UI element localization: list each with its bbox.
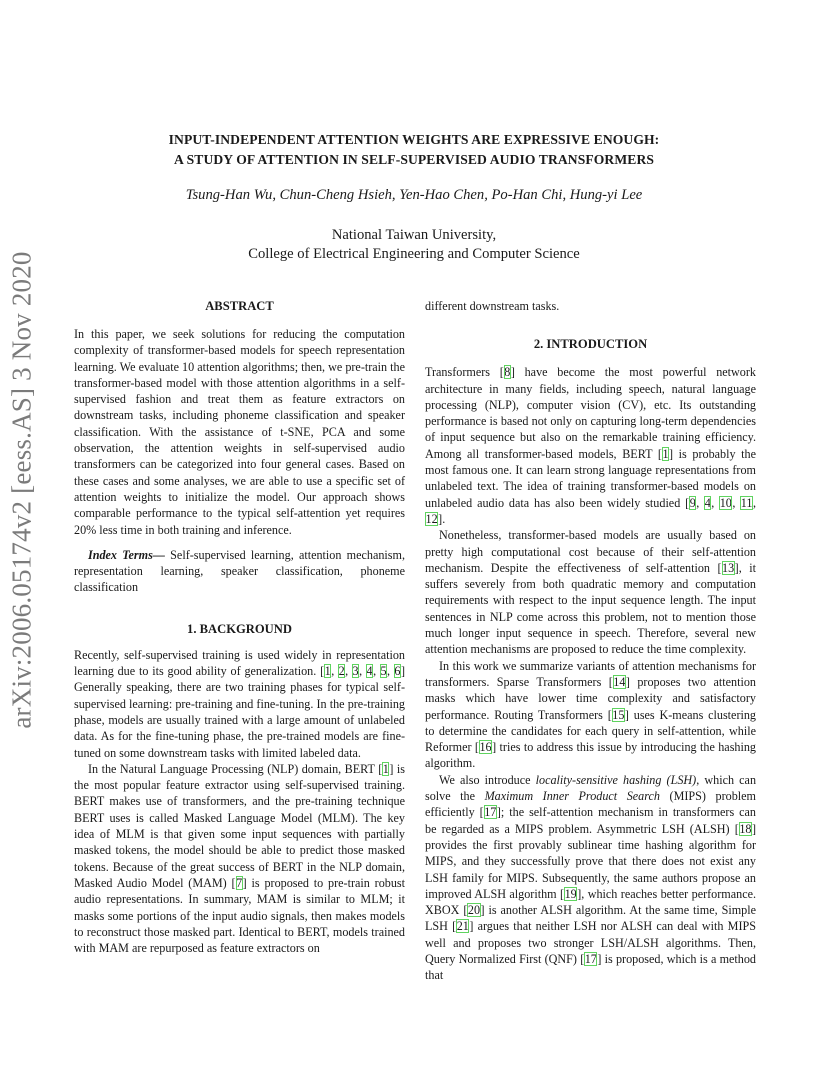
affiliation-line-1: National Taiwan University,	[331, 227, 497, 243]
citation-link[interactable]: 3	[352, 664, 359, 679]
index-terms-label: Index Terms—	[88, 547, 165, 562]
citation-link[interactable]: 10	[719, 495, 732, 510]
citation-link[interactable]: 9	[689, 495, 696, 510]
citation-link[interactable]: 5	[380, 664, 387, 679]
citation-link[interactable]: 1	[662, 446, 669, 461]
introduction-heading: 2. INTRODUCTION	[533, 337, 648, 352]
affiliation-line-2: College of Electrical Engineering and Computer Science	[248, 246, 580, 262]
citation-link[interactable]: 7	[236, 875, 243, 890]
citation-link[interactable]: 19	[564, 886, 577, 901]
citation-link[interactable]: 18	[739, 821, 752, 836]
text-span: is proposed, which is a method that	[425, 951, 756, 983]
intro-paragraph-1: Transformers [8] have become the most powerful network architecture in many fields, including speech, natural language processing (NLP), computer vision (CV), etc. Its outstanding performance is based not only on capturing long-term dependencies of input sequence but also on the remarkable training efficiency. Among all transformer-based models, BERT [1] is probably the most famous one. It can learn strong language representations from unlabeled text. The idea of training transformer-based models on unlabeled audio data has also been widely studied [9, 4, 10, 11, 12].	[425, 365, 757, 526]
citation-link[interactable]: 8	[504, 365, 511, 380]
text-span: In the Natural Language Processing (NLP) domain, BERT	[88, 761, 379, 776]
text-span: .	[442, 511, 446, 526]
abstract-heading: ABSTRACT	[205, 299, 274, 313]
citation-link[interactable]: 17	[584, 951, 597, 966]
author-list: Tsung-Han Wu, Chun-Cheng Hsieh, Yen-Hao Chen, Po-Han Chi, Hung-yi Lee	[185, 187, 643, 203]
citation-link[interactable]: 15	[612, 707, 625, 722]
text-span: provides the first provably sublinear time hashing algorithm for MIPS, and they successfully prove that there does not exist any LSH family for MIPS. Subsequently, the same authors propose an improved ALSH algorithm	[425, 837, 756, 901]
text-span: proposes two attention masks which have lower time complexity and satisfactory performance. Routing Transformers	[425, 674, 756, 722]
text-span: (MIPS) problem efficiently	[425, 789, 756, 820]
emphasis-lsh: locality-sensitive hashing (LSH)	[535, 772, 697, 787]
background-paragraph-2: In the Natural Language Processing (NLP) domain, BERT [1] is the most popular feature extractor using self-supervised training. BERT makes use of transformers, and the pre-training technique BERT uses is called Masked Language Model (MLM). The key idea of MLM is that given some input sequences with partially masked tokens, the model should be able to predict those masked tokens. Because of the great success of BERT in the NLP domain, Masked Audio Model (MAM) [7] is proposed to pre-train robust audio representations. In summary, MAM is similar to MLM; it masks some portions of the input audio signals, then makes models to reconstruct those masked part. Identical to BERT, models trained with MAM are repurposed as feature extractors on	[74, 761, 406, 956]
index-terms-list: Self-supervised learning, attention mechanism, representation learning, speaker classification, phoneme classification	[74, 547, 405, 595]
paper-title	[0, 130, 828, 170]
citation-link[interactable]: 16	[479, 740, 492, 755]
title-line-1: INPUT-INDEPENDENT ATTENTION WEIGHTS ARE EXPRESSIVE ENOUGH:	[168, 132, 660, 147]
citation-link[interactable]: 2	[338, 664, 345, 679]
citation-link[interactable]: 1	[382, 761, 389, 776]
text-span: , it suffers severely from both quadratic memory and computation requirements with respect to the input sequence length. The input sentences in NLP come across this problem, not to mention those much longer input sequence in speech. Therefore, several new attention mechanisms are proposed to reduce the time complexity.	[425, 560, 756, 657]
left-column	[74, 298, 405, 956]
text-span: is proposed to pre-train robust audio representations. In summary, MAM is similar to MLM; it masks some portions of the input audio signals, then makes models to reconstruct those masked part. Identical to BERT, models trained with MAM are repurposed as feature extractors on	[74, 875, 406, 956]
citation-link[interactable]: 6	[394, 664, 401, 679]
citation-group: [1, 2, 3, 4, 5, 6]	[320, 664, 406, 679]
text-span: We also introduce	[439, 772, 536, 787]
citation-link[interactable]: 1	[324, 664, 331, 679]
text-span: tries to address this issue by introducing the hashing algorithm.	[425, 740, 756, 771]
intro-paragraph-4: We also introduce locality-sensitive hashing (LSH), which can solve the Maximum Inner Product Search (MIPS) problem efficiently [17]; the self-attention mechanism in transformers can be regarded as a MIPS problem. Asymmetric LSH (ALSH) [18] provides the first provably sublinear time hashing algorithm for MIPS, and they successfully prove that there does not exist any LSH family for MIPS. Subsequently, the same authors propose an improved ALSH algorithm [19], which reaches better performance. XBOX [20] is another ALSH algorithm. At the same time, Simple LSH [21] argues that neither LSH nor ALSH can deal with MIPS well and proposes two stronger LSH/ALSH algorithms. Then, Query Normalized First (QNF) [17] is proposed, which is a method that	[425, 772, 757, 983]
text-span: argues that neither LSH nor ALSH can deal with MIPS well and proposes two stronger LSH/ALSH algorithms. Then, Query Normalized First (QNF)	[425, 919, 756, 966]
citation-link[interactable]: 17	[484, 805, 497, 820]
text-span: uses K-means clustering to determine the candidates for each query in self-attention, while Reformer	[425, 707, 756, 755]
text-span: Transformers	[425, 365, 500, 380]
right-column	[425, 298, 756, 984]
citation-link[interactable]: 4	[366, 664, 373, 679]
intro-paragraph-2: Nonetheless, transformer-based models are usually based on pretty high computational cost because of their self-attention mechanism. Despite the effectiveness of self-attention [13], it suffers severely from both quadratic memory and computation requirements with respect to the input sequence length. The input sentences in NLP come across this problem, not to mention those much longer input sequence in speech. Therefore, several new attention mechanisms are proposed to reduce the time complexity.	[425, 528, 756, 657]
intro-paragraph-3: In this work we summarize variants of attention mechanisms for transformers. Sparse Transformers [14] proposes two attention masks which have lower time complexity and satisfactory performance. Routing Transformers [15] uses K-means clustering to determine the candidates for each query in self-attention, while Reformer [16] tries to address this issue by introducing the hashing algorithm.	[425, 658, 756, 771]
abstract-text: In this paper, we seek solutions for reducing the computation complexity of transformer-based models for speech representation learning. We evaluate 10 attention algorithms; then, we pre-train the transformer-based model with those attention algorithms in a self-supervised fashion and treat them as feature extractors on downstream tasks, including phoneme classification and speaker classification. With the assistance of t-SNE, PCA and some observation, the attention weights in self-supervised audio transformers can be categorized into four general cases. Based on these cases and some analyses, we are able to use a specific set of attention weights to initialize the model. Our approach shows comparable performance to the typical self-attention yet requires 20% less time in both training and inference.	[74, 327, 405, 537]
emphasis-mips: Maximum Inner Product Search	[484, 789, 660, 804]
text-span: Generally speaking, there are two training phases for typical self-supervised learning: pre-training and fine-tuning. In the pre-training phase, models are usually trained with a large amount of unlabeled data. As for the fine-tuning phase, the pre-trained models are fine-tuned on some downstream tasks with limited labeled data.	[74, 680, 405, 760]
text-span: , which reaches better performance. XBOX	[425, 886, 757, 918]
text-span: Recently, self-supervised training is used widely in representation learning due to its good ability of generalization.	[74, 647, 405, 679]
text-span: In this work we summarize variants of attention mechanisms for transformers. Sparse Transformers	[425, 658, 756, 689]
arxiv-identifier: arXiv:2006.05174v2 [eess.AS] 3 Nov 2020	[6, 251, 37, 729]
index-terms	[74, 547, 405, 596]
text-span: Nonetheless, transformer-based models are usually based on pretty high computational cost because of their self-attention mechanism. Despite the effectiveness of self-attention	[425, 528, 756, 575]
text-span: is the most popular feature extractor using self-supervised training. BERT makes use of transformers, and the pre-training technique BERT uses is called Masked Language Model (MLM). The key idea of MLM is that given some input sequences with partially masked tokens, the model should be able to predict those masked tokens. Because of the great success of BERT in the NLP domain, Masked Audio Model (MAM)	[74, 761, 405, 890]
background-paragraph-1	[74, 647, 405, 761]
citation-link[interactable]: 14	[613, 674, 626, 689]
citation-link[interactable]: 11	[740, 495, 753, 510]
text-span: is probably the most famous one. It can learn strong language representations from unlabeled text. The idea of training transformer-based models on unlabeled audio data has also been widely studied	[425, 446, 756, 510]
text-span: ; the self-attention mechanism in transformers can be regarded as a MIPS problem. Asymmetric LSH (ALSH)	[425, 805, 757, 836]
citation-link[interactable]: 21	[456, 919, 469, 934]
arxiv-sidebar-stamp	[2, 251, 42, 729]
citation-link[interactable]: 12	[425, 511, 438, 526]
text-span: is another ALSH algorithm. At the same time, Simple LSH	[425, 903, 757, 934]
citation-link[interactable]: 20	[467, 903, 481, 918]
background-heading: 1. BACKGROUND	[187, 621, 292, 636]
title-line-2: A STUDY OF ATTENTION IN SELF-SUPERVISED AUDIO TRANSFORMERS	[173, 152, 655, 167]
text-span: , which can solve the	[425, 772, 757, 804]
text-span: have become the most powerful network architecture in many fields, including speech, natural language processing (NLP), computer vision (CV), etc. Its outstanding performance is based not only on capturing long-term dependencies of input sequence but also on the remarkable training efficiency. Among all transformer-based models, BERT	[425, 365, 756, 461]
citation-link[interactable]: 13	[722, 560, 735, 575]
citation-link[interactable]: 4	[704, 495, 711, 510]
affiliation	[0, 226, 828, 264]
continued-text: different downstream tasks.	[425, 299, 560, 313]
